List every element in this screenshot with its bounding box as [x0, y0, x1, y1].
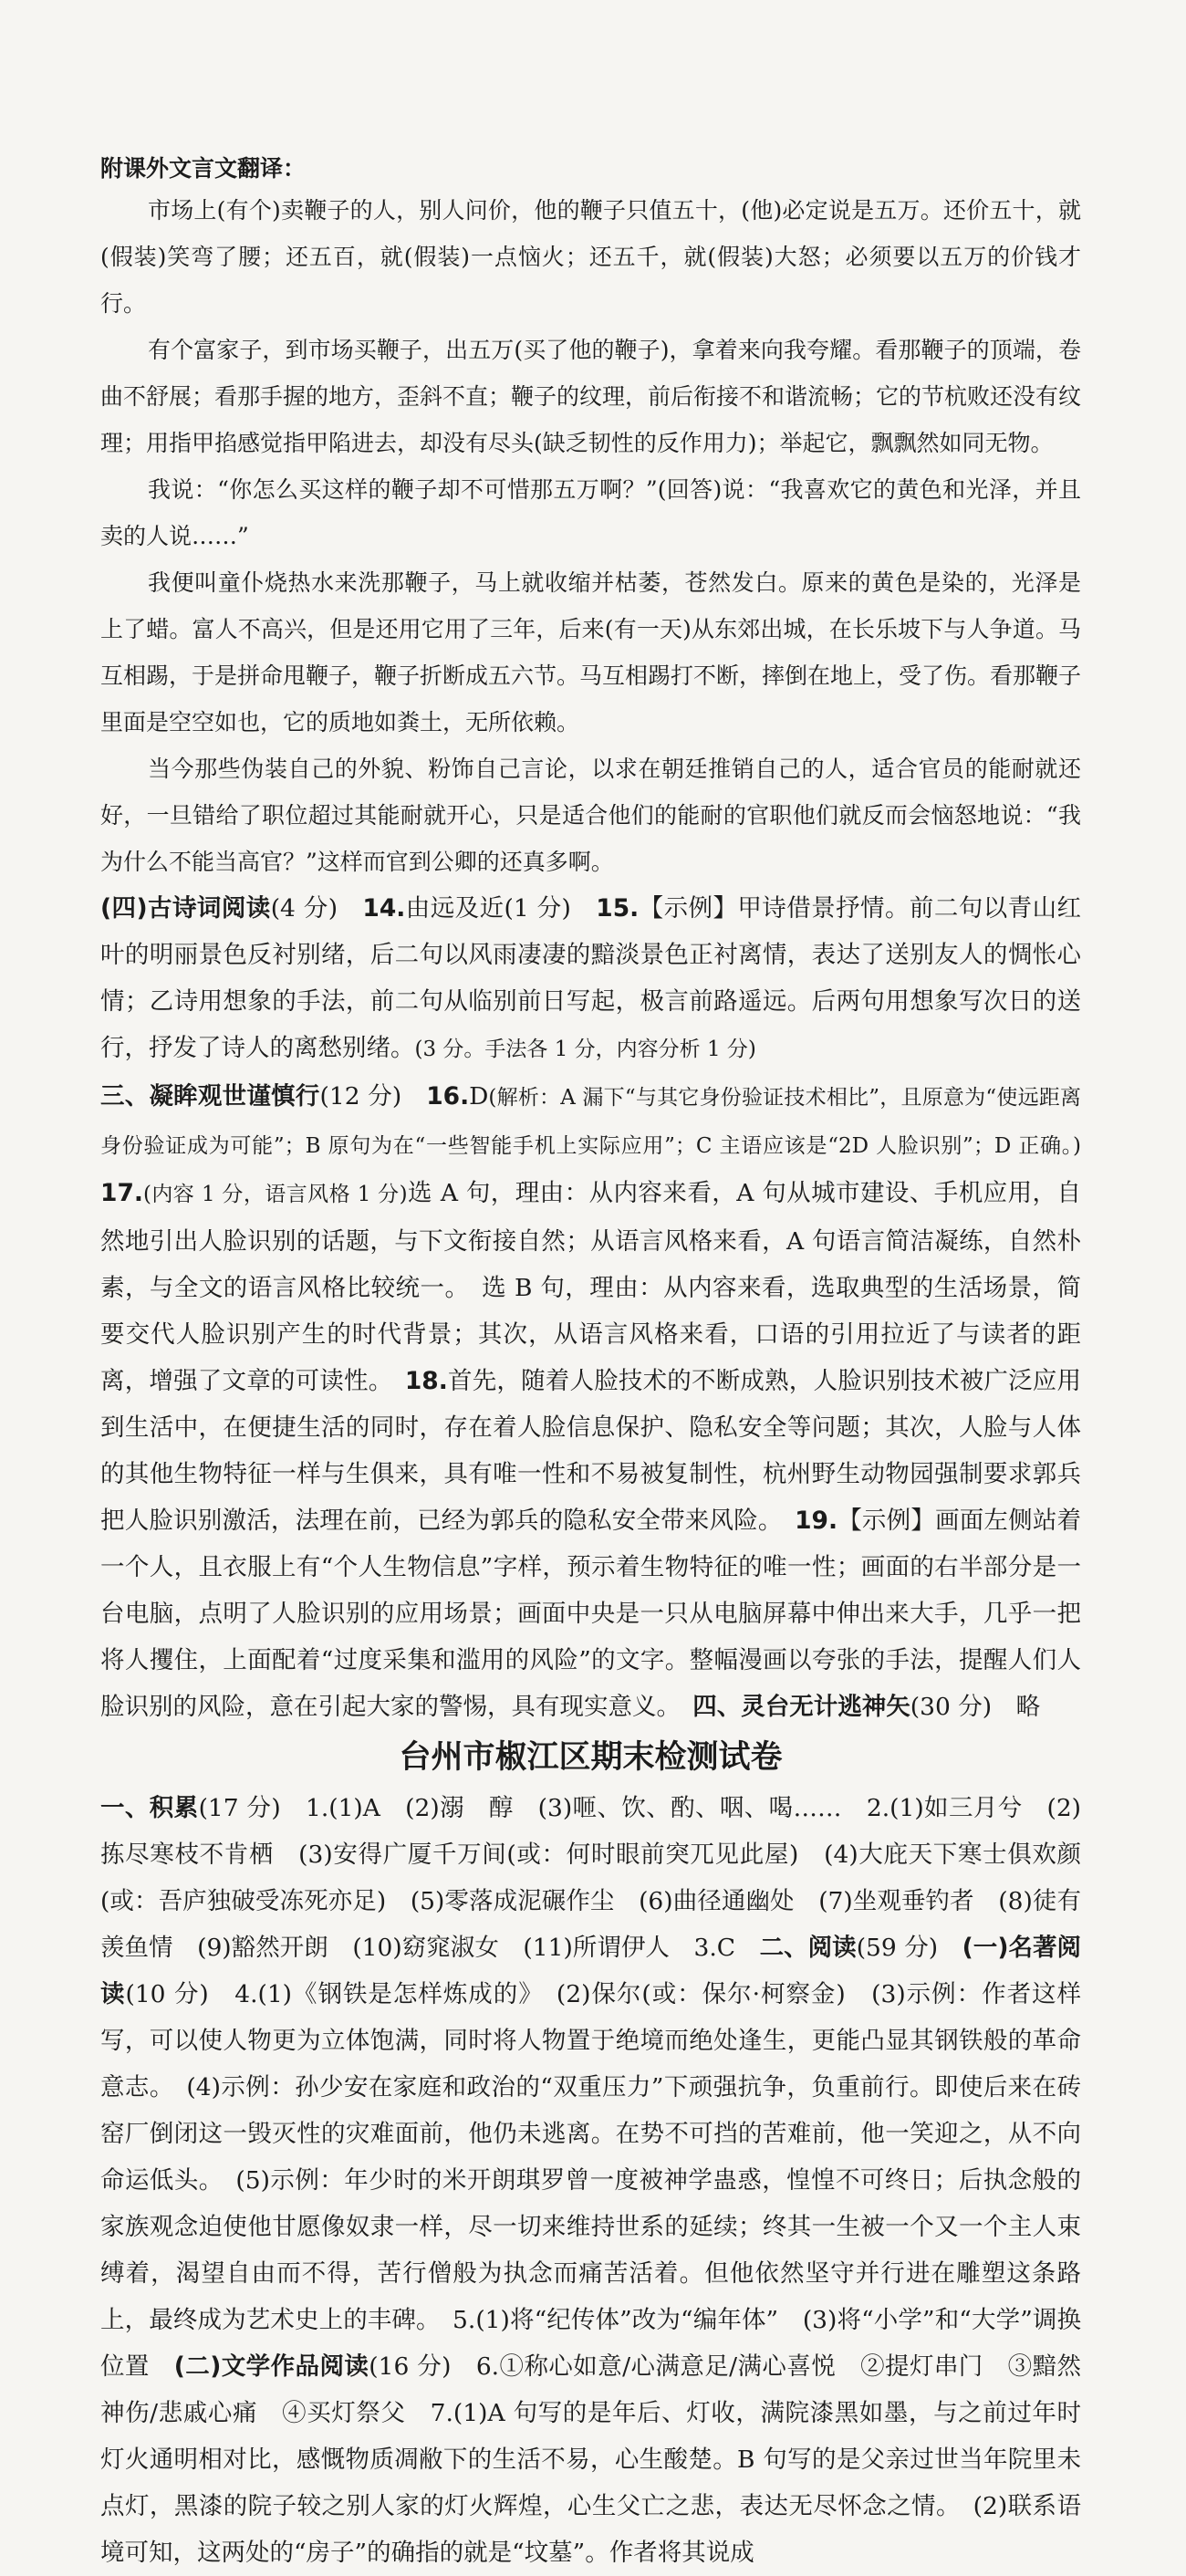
scoring-note: (内容 1 分，语言风格 1 分) — [142, 1183, 408, 1206]
section-heading: (四)古诗词阅读 — [100, 894, 271, 923]
answer-text: 【示例】甲诗借景抒情。前二句以青山红叶的明丽景色反衬别绪，后二句以风雨凄凄的黯淡景色正衬离情，表达了送别友人的惆怅心情；乙诗用想象的手法，前二句从临别前日写起，极言前路遥远。后两句用想象写次日的送行，抒发了诗人的离愁别绪。 — [100, 894, 1082, 1062]
answer-text: 略 — [1015, 1693, 1041, 1721]
analysis-note: (解析：A 漏下“与其它身份验证技术相比”，且原意为“使远距离身份验证成为可能”；B 原句为在“一些智能手机上实际应用”；C 主语应该是“2D 人脸识别”；D 正确。) — [100, 1086, 1082, 1158]
answer-text: 6.①称心如意/心满意足/满心喜悦 ②提灯串门 ③黯然神伤/悲戚心痛 ④买灯祭父 — [100, 2352, 1081, 2427]
answer-block-poetry — [100, 885, 1081, 1073]
section-score: (30 分) — [910, 1693, 993, 1721]
question-number: 18. — [404, 1367, 448, 1395]
section-score: (16 分) — [369, 2352, 452, 2381]
answer-text: 7.(1)A 句写的是年后、灯收，满院漆黑如墨，与之前过年时灯火通明相对比，感慨物质凋敝下的生活不易，心生酸楚。B 句写的是父亲过世当年院里未点灯，黑漆的院子较之别人家的灯火辉煌，心生父亡之悲，表达无尽怀念之情。 (2)联系语境可知，这两处的“房子”的确指的就是“坟墓”。作者将其说成 — [100, 2399, 1081, 2567]
translation-paragraph: 当今那些伪装自己的外貌、粉饰自己言论，以求在朝廷推销自己的人，适合官员的能耐就还好，一旦错给了职位超过其能耐就开心，只是适合他们的能耐的官职他们就反而会恼怒地说：“我为什么不能当高官？”这样而官到公卿的还真多啊。 — [100, 756, 1081, 875]
answer-text: D — [469, 1082, 489, 1111]
question-number: 15. — [596, 894, 640, 923]
translation-heading: 附课外文言文翻译： — [100, 155, 307, 182]
answer-block-section-three — [100, 1073, 1081, 1730]
answer-text: 5.(1)将“纪传体”改为“编年体” (3)将“小学”和“大学”调换位置 — [100, 2306, 1082, 2381]
answer-text: 【示例】画面左侧站着一个人，且衣服上有“个人生物信息”字样，预示着生物特征的唯一性；画面的右半部分是一台电脑，点明了人脸识别的应用场景；画面中央是一只从电脑屏幕中伸出来大手，几乎一把将人攫住，上面配着“过度采集和滥用的风险”的文字。整幅漫画以夸张的手法，提醒人们人脸识别的风险，意在引起大家的警惕，具有现实意义。 — [100, 1507, 1082, 1721]
answer-block-exam — [100, 1785, 1081, 2576]
answer-text: 首先，随着人脸技术的不断成熟，人脸识别技术被广泛应用到生活中，在便捷生活的同时，存在着人脸信息保护、隐私安全等问题；其次，人脸与人体的其他生物特征一样与生俱来，具有唯一性和不易被复制性，杭州野生动物园强制要求郭兵把人脸识别激活，法理在前，已经为郭兵的隐私安全带来风险。 — [100, 1367, 1082, 1535]
question-number: 14. — [362, 894, 406, 923]
translation-section — [100, 151, 1081, 885]
translation-paragraph: 市场上(有个)卖鞭子的人，别人问价，他的鞭子只值五十，(他)必定说是五万。还价五十，就(假装)笑弯了腰；还五百，就(假装)一点恼火；还五千，就(假装)大怒；必须要以五万的价钱才行。 — [100, 197, 1081, 317]
question-number: 16. — [426, 1082, 470, 1111]
answer-text: 3.C — [693, 1934, 736, 1962]
question-number: 19. — [795, 1507, 838, 1535]
section-score: (10 分) — [125, 1980, 209, 2008]
answer-text: 由远及近(1 分) — [405, 894, 571, 923]
section-heading: (二)文学作品阅读 — [173, 2352, 369, 2381]
section-heading: 三、凝眸观世谨慎行 — [100, 1082, 320, 1111]
section-score: (4 分) — [270, 894, 338, 923]
section-score: (12 分) — [319, 1082, 402, 1111]
section-heading: 一、积累 — [100, 1794, 199, 1822]
question-number: 17. — [100, 1179, 143, 1207]
section-heading: (一)名著阅读 — [100, 1934, 1082, 2008]
scoring-note: (3 分。手法各 1 分，内容分析 1 分) — [414, 1038, 756, 1061]
translation-paragraph: 有个富家子，到市场买鞭子，出五万(买了他的鞭子)，拿着来向我夸耀。看那鞭子的顶端，卷曲不舒展；看那手握的地方，歪斜不直；鞭子的纹理，前后衔接不和谐流畅；它的节杭败还没有纹理；用指甲掐感觉指甲陷进去，却没有尽头(缺乏韧性的反作用力)；举起它，飘飘然如同无物。 — [100, 337, 1082, 456]
translation-paragraph: 我说：“你怎么买这样的鞭子却不可惜那五万啊？”(回答)说：“我喜欢它的黄色和光泽，并且卖的人说……” — [100, 476, 1081, 549]
answer-text: 选 A 句，理由：从内容来看，A 句从城市建设、手机应用，自然地引出人脸识别的话题，与下文衔接自然；从语言风格来看，A 句语言简洁凝练，自然朴素，与全文的语言风格比较统一。 选 B 句，理由：从内容来看，选取典型的生活场景，简要交代人脸识别产生的时代背景；其次，从语言风格来看，口语的引用拉近了与读者的距离，增强了文章的可读性。 — [100, 1179, 1081, 1395]
translation-paragraph: 我便叫童仆烧热水来洗那鞭子，马上就收缩并枯萎，苍然发白。原来的黄色是染的，光泽是上了蜡。富人不高兴，但是还用它用了三年，后来(有一天)从东郊出城，在长乐坡下与人争道。马互相踢，于是拼命甩鞭子，鞭子折断成五六节。马互相踢打不断，摔倒在地上，受了伤。看那鞭子里面是空空如也，它的质地如粪土，无所依赖。 — [100, 569, 1082, 735]
section-heading: 四、灵台无计逃神矢 — [692, 1693, 910, 1721]
page — [100, 151, 1081, 2576]
answer-text: 4.(1)《钢铁是怎样炼成的》 (2)保尔(或：保尔·柯察金) (3)示例：作者这样写，可以使人物更为立体饱满，同时将人物置于绝境而绝处逢生，更能凸显其钢铁般的革命意志。 (4)示例：孙少安在家庭和政治的“双重压力”下顽强抗争，负重前行。即使后来在砖窑厂倒闭这一毁灭性的灾难面前，他仍未逃离。在势不可挡的苦难前，他一笑迎之，从不向命运低头。 (5)示例：年少时的米开朗琪罗曾一度被神学蛊惑，惶惶不可终日；后执念般的家族观念迫使他甘愿像奴隶一样，尽一切来维持世系的延续；终其一生被一个又一个主人束缚着，渴望自由而不得，苦行僧般为执念而痛苦活着。但他依然坚守并行进在雕塑这条路上，最终成为艺术史上的丰碑。 — [100, 1980, 1082, 2334]
answer-text: 1.(1)A (2)溺 醇 (3)咂、饮、酌、咽、喝…… — [305, 1794, 842, 1822]
section-heading: 二、阅读 — [759, 1934, 857, 1962]
answer-text: 2.(1)如三月兮 (2)拣尽寒枝不肯栖 (3)安得广厦千万间(或：何时眼前突兀见此屋) (4)大庇天下寒士俱欢颜(或：吾庐独破受冻死亦足) (5)零落成泥碾作尘 (6)曲径通幽处 (7)坐观垂钓者 (8)徒有羡鱼情 (9)豁然开朗 (10)窈窕淑女 (11)所谓伊人 — [100, 1794, 1082, 1962]
exam-title: 台州市椒江区期末检测试卷 — [399, 1739, 783, 1776]
section-score: (59 分) — [856, 1934, 939, 1962]
section-score: (17 分) — [198, 1794, 281, 1822]
